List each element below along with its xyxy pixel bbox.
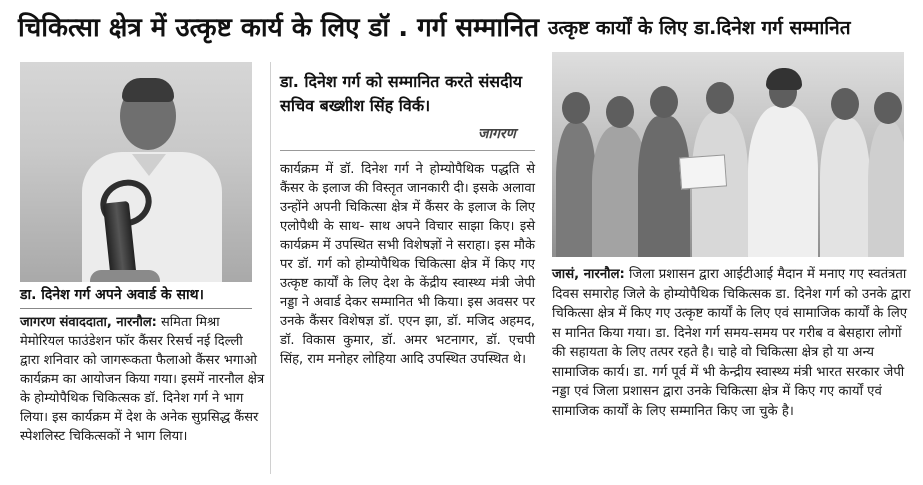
left-headline: चिकित्सा क्षेत्र में उत्कृष्ट कार्य के लिए डॉ . गर्ग सम्मानित [18,13,540,43]
hair-shape [122,78,174,102]
left-body-column [20,313,266,446]
ceremony-photo [552,52,904,257]
right-body-column [552,265,912,421]
person-figure [868,122,904,257]
hands-shape [90,270,160,282]
photo-caption: डा. दिनेश गर्ग अपने अवार्ड के साथ। [20,287,204,303]
source-tag: जागरण [478,126,516,142]
left-body-text: समिता मिश्रा मेमोरियल फाउंडेशन फॉर कैंसर रिसर्च नई दिल्ली द्वारा शनिवार को जागरूकता फैलाओ कैंसर भगाओ कार्यक्रम का आयोजन किया गया। इसमें नारनौल क्षेत्र के होम्योपैथिक चिकित्सक डॉ. दिनेश गर्ग ने भाग लिया। इस कार्यक्रम में देश के अनेक सुप्रसिद्ध कैंसर स्पेशलिस्ट चिकित्सकों ने भाग लिया। [20,315,265,444]
right-byline: जासं, नारनौल: [552,267,625,282]
person-figure [556,122,596,257]
subhead-divider [280,150,535,151]
person-figure [748,106,818,257]
turban-shape [766,68,802,90]
award-photo [20,62,252,282]
middle-body-column: कार्यक्रम में डॉ. दिनेश गर्ग ने होम्योपैथिक पद्धति से कैंसर के इलाज की विस्तृत जानकारी दी। इसके अलावा उन्होंने अपनी चिकित्सा क्षेत्र में कैंसर के इलाज के लिए एलोपैथी के साथ- साथ अपने विचार साझा किए। इसे कार्यक्रम में उपस्थित सभी विशेषज्ञों ने सराहा। इस मौके पर डॉ. गर्ग को होम्योपैथिक चिकित्सा क्षेत्र में किए गए उत्कृष्ट कार्यों के लिए देश के केंद्रीय स्वास्थ्य मंत्री जेपी नड्डा ने अवार्ड देकर सम्मानित भी किया। इस अवसर पर उनके कैंसर विशेषज्ञ डॉ. एएन झा, डॉ. मजिद अहमद, डॉ. विकास कुमार, डॉ. अमर भटनागर, डॉ. एचपी सिंह, राम मनोहर लोहिया आदि उपस्थित उपस्थित थे। [280,162,535,367]
person-figure [820,118,870,257]
column-divider [270,62,271,474]
certificate-shape [679,154,727,189]
right-article [548,0,923,485]
right-headline: उत्कृष्ट कार्यों के लिए डा.दिनेश गर्ग सम्मानित [548,17,851,39]
subhead-caption: डा. दिनेश गर्ग को सम्मानित करते संसदीय सचिव बख्शीश सिंह विर्क। [280,72,523,115]
right-body-text: जिला प्रशासन द्वारा आईटीआई मैदान में मनाए गए स्वतंत्रता दिवस समारोह जिले के होम्योपैथिक चिकित्सक डा. दिनेश गर्ग को उनके द्वारा चिकित्सा क्षेत्र में किए गए उत्कृष्ट कार्यों के लिए एवं सामाजिक कार्यों के लिए स मानित किया गया। डा. दिनेश गर्ग समय-समय पर गरीब व बेसहारा लोगों की सहायता के लिए तत्पर रहते है। चाहे वो चिकित्सा क्षेत्र हो या अन्य सामाजिक कार्य। डा. गर्ग पूर्व में भी केन्द्रीय स्वास्थ्य मंत्री भारत सरकार जेपी नड्डा एवं जिला प्रशासन द्वारा उनके चिकित्सा क्षेत्र में किए गए कार्यों एवं सामाजिक कार्यों के लिए सम्मानित किए जा चुके है। [552,267,911,419]
left-byline: जागरण संवाददाता, नारनौल: [20,315,157,330]
caption-divider [20,308,252,309]
